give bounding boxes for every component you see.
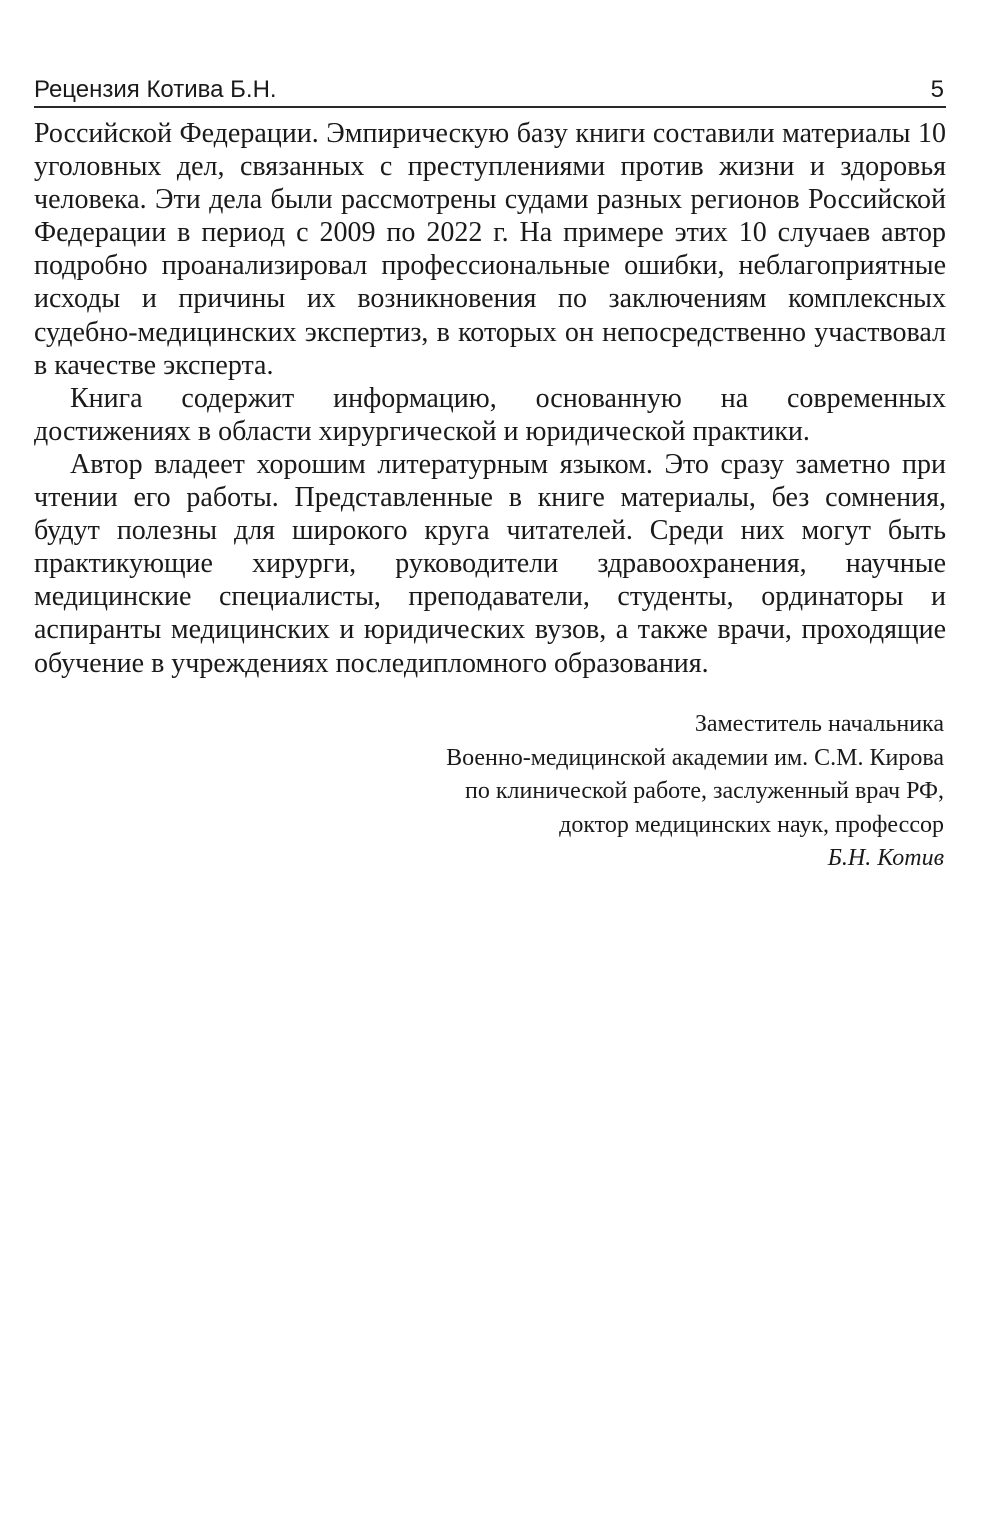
- reviewer-position-line: доктор медицинских наук, профессор: [559, 811, 944, 838]
- reviewer-position-line: по клинической работе, заслуженный врач РФ,: [465, 778, 944, 804]
- reviewer-signature-block: [446, 708, 944, 876]
- page-number: 5: [930, 76, 944, 103]
- reviewer-position-line: Военно-медицинской академии им. С.М. Кирова: [446, 744, 944, 771]
- paragraph: Автор владеет хорошим литературным языком. Это сразу заметно при чтении его работы. Представленные в книге материалы, без сомнения, будут полезны для широкого круга читателей. Среди них могут быть практикующие хирурги, руководители здравоохранения, научные медицинские специалисты, преподаватели, студенты, ординаторы и аспиранты медицинских и юридических вузов, а также врачи, проходящие обучение в учреждениях последипломного образования.: [34, 448, 946, 679]
- paragraph-continued: Российской Федерации. Эмпирическую базу книги составили материалы 10 уголовных дел, связанных с преступлениями против жизни и здоровья человека. Эти дела были рассмотрены судами разных регионов Российской Федерации в период с 2009 по 2022 г. На примере этих 10 случаев автор подробно проанализировал профессиональные ошибки, неблагоприятные исходы и причины их возникновения по заключениям комплексных судебно-медицинских экспертиз, в которых он непосредственно участвовал в качестве эксперта.: [34, 118, 946, 381]
- reviewer-name: Б.Н. Котив: [827, 845, 944, 871]
- book-page: [34, 0, 946, 1532]
- reviewer-position-line: Заместитель начальника: [694, 711, 944, 737]
- running-header: [34, 66, 946, 108]
- review-body: [34, 117, 946, 680]
- paragraph: Книга содержит информацию, основанную на современных достижениях в области хирургической и юридической практики.: [34, 382, 946, 447]
- running-title: Рецензия Котива Б.Н.: [34, 76, 277, 103]
